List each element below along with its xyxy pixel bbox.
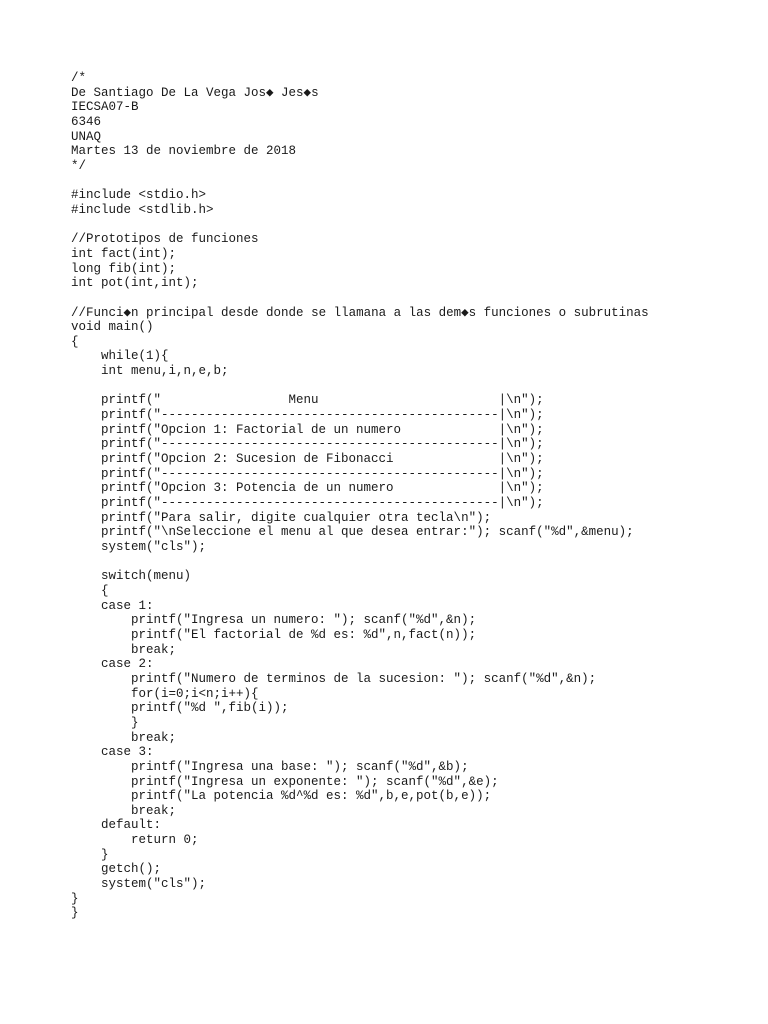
code-line: int menu,i,n,e,b;: [71, 364, 229, 379]
code-line: Martes 13 de noviembre de 2018: [71, 144, 297, 159]
code-line: [71, 218, 649, 233]
code-line: printf("---------------------------------------------|\n");: [71, 496, 544, 511]
code-line: system("cls");: [71, 877, 207, 892]
code-line: [71, 379, 649, 394]
code-line: printf("Ingresa un exponente: "); scanf("%d",&e);: [71, 774, 499, 789]
code-line: printf("Opcion 3: Potencia de un numero |\n");: [71, 481, 544, 496]
code-line: {: [71, 334, 79, 349]
code-line: [71, 291, 649, 306]
code-line: 6346: [71, 114, 102, 129]
code-line: switch(menu): [71, 569, 192, 584]
code-line: while(1){: [71, 349, 169, 364]
code-line: return 0;: [71, 833, 199, 848]
code-line: [71, 174, 649, 189]
code-line: case 1:: [71, 598, 154, 613]
code-line: case 2:: [71, 657, 154, 672]
code-line: }: [71, 891, 79, 906]
code-line: for(i=0;i<n;i++){: [71, 686, 259, 701]
code-line: printf("Ingresa una base: "); scanf("%d",&b);: [71, 759, 469, 774]
code-line: printf("El factorial de %d es: %d",n,fact(n));: [71, 627, 477, 642]
source-code-block: [71, 71, 649, 921]
code-line: [71, 555, 649, 570]
code-line: printf("Ingresa un numero: "); scanf("%d",&n);: [71, 613, 477, 628]
code-line: printf("La potencia %d^%d es: %d",b,e,pot(b,e));: [71, 789, 492, 804]
code-line: printf("Para salir, digite cualquier otra tecla\n");: [71, 510, 492, 525]
code-line: break;: [71, 803, 177, 818]
code-line: case 3:: [71, 745, 154, 760]
code-line: printf("%d ",fib(i));: [71, 701, 289, 716]
code-line: break;: [71, 642, 177, 657]
code-line: system("cls");: [71, 540, 207, 554]
code-line: IECSA07-B: [71, 100, 139, 115]
code-line: */: [71, 158, 87, 173]
code-line: //Prototipos de funciones: [71, 232, 259, 247]
code-line: {: [71, 583, 109, 598]
code-line: long fib(int);: [71, 261, 177, 276]
code-line: }: [71, 847, 109, 862]
code-line: printf("Opcion 1: Factorial de un numero |\n");: [71, 422, 544, 437]
code-line: #include <stdlib.h>: [71, 202, 214, 217]
code-line: #include <stdio.h>: [71, 188, 207, 203]
code-line: printf("---------------------------------------------|\n");: [71, 466, 544, 481]
code-line: int pot(int,int);: [71, 276, 199, 291]
code-line: break;: [71, 730, 177, 745]
code-line: printf("\nSeleccione el menu al que desea entrar:"); scanf("%d",&menu);: [71, 525, 634, 540]
code-line: De Santiago De La Vega Jos◆ Jes◆s: [71, 85, 319, 100]
code-line: printf("Opcion 2: Sucesion de Fibonacci |\n");: [71, 452, 544, 467]
code-line: default:: [71, 818, 162, 833]
code-line: printf("Numero de terminos de la sucesion: "); scanf("%d",&n);: [71, 671, 597, 686]
code-line: printf(" Menu |\n");: [71, 393, 544, 408]
code-line: }: [71, 906, 79, 921]
code-line: /*: [71, 71, 87, 85]
code-line: }: [71, 715, 139, 730]
code-line: int fact(int);: [71, 246, 177, 261]
code-line: printf("---------------------------------------------|\n");: [71, 408, 544, 423]
code-line: void main(): [71, 320, 154, 335]
code-line: //Funci◆n principal desde donde se llamana a las dem◆s funciones o subrutinas: [71, 305, 649, 320]
code-line: UNAQ: [71, 129, 102, 144]
code-line: printf("---------------------------------------------|\n");: [71, 437, 544, 452]
code-line: getch();: [71, 862, 162, 877]
